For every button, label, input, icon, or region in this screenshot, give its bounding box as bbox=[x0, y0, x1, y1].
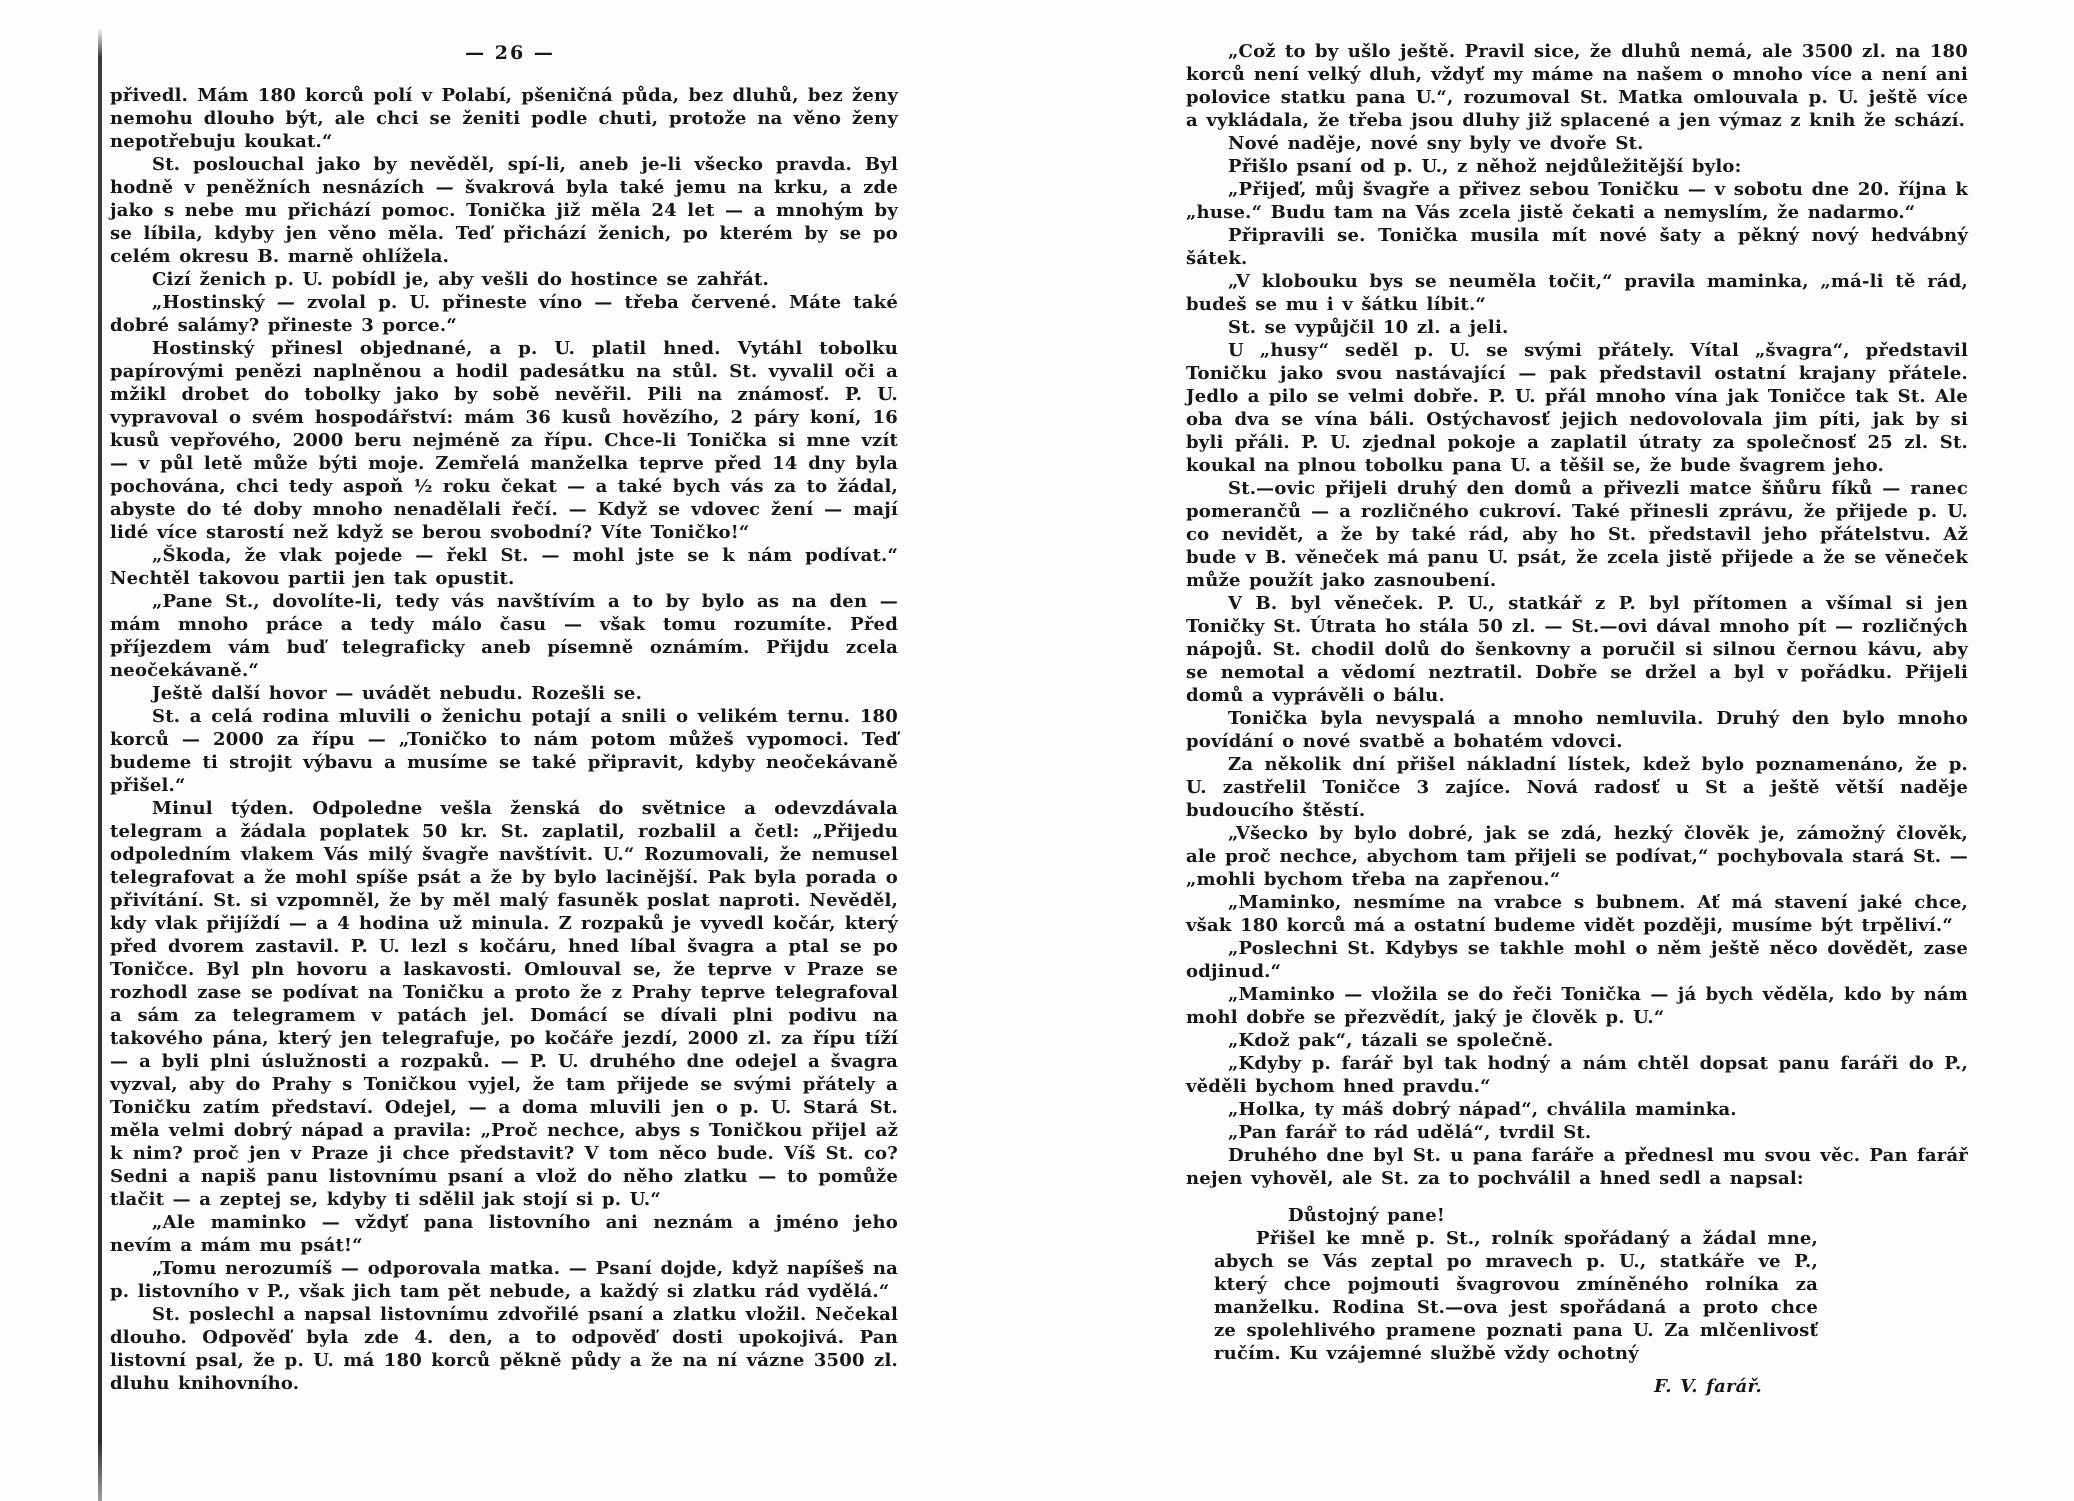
letter-body: Přišel ke mně p. St., rolník spořádaný a žádal mne, abych se Vás zeptal po mravech p. U., statkáře ve P., který chce pojmouti švagrovou zmíněného rolníka za manželku. Rodina St.—ova jest spořádaná a proto chce ze spolehlivého pramene poznati pana U. Za mlčenlivosť ručím. Ku vzájemné službě vždy ochotný bbox=[1214, 1228, 1818, 1364]
letter-block bbox=[1214, 1204, 1818, 1398]
paragraph: „Pan farář to rád udělá“, tvrdil St. bbox=[1228, 1122, 1592, 1143]
paragraph: „Ale maminko — vždyť pana listovního ani neznám a jméno jeho nevím a mám mu psát!“ bbox=[110, 1212, 898, 1256]
paragraph: „Tomu nerozumíš — odporovala matka. — Psaní dojde, když napíšeš na p. listovního v P., však jich tam pět nebude, a každý si zlatku rád vydělá.“ bbox=[110, 1258, 898, 1302]
paragraph: „Maminko, nesmíme na vrabce s bubnem. Ať má stavení jaké chce, však 180 korců má a ostatní budeme vidět později, musíme být trpěliví.“ bbox=[1186, 892, 1968, 936]
paragraph: „Všecko by bylo dobré, jak se zdá, hezký člověk je, zámožný člověk, ale proč nechce, abychom tam přijeli se podívat,“ pochybovala stará St. — „mohli bychom třeba na zapřenou.“ bbox=[1186, 823, 1968, 890]
paragraph: „Což to by ušlo ještě. Pravil sice, že dluhů nemá, ale 3500 zl. na 180 korců není velký dluh, vždyť my máme na našem o mnoho více a není ani polovice statku pana U.“, rozumoval St. Matka omlouvala p. U. ještě více a vykládala, že třeba jsou dluhy již splacené a jen výmaz z knih že schází. bbox=[1186, 41, 1968, 131]
left-page-column bbox=[110, 84, 898, 1395]
paragraph: Tonička byla nevyspalá a mnoho nemluvila. Druhý den bylo mnoho povídání o nové svatbě a bohatém vdovci. bbox=[1186, 708, 1968, 752]
right-page-column bbox=[1186, 40, 1968, 1398]
paragraph: „Pane St., dovolíte-li, tedy vás navštívím a to by bylo as na den — mám mnoho práce a tedy málo času — však tomu rozumíte. Před příjezdem vám buď telegraficky aneb písemně oznámím. Přijdu zcela neočekávaně.“ bbox=[110, 591, 898, 681]
paragraph: U „husy“ seděl p. U. se svými přátely. Vítal „švagra“, představil Toničku jako svou nastávající — pak představil ostatní krajany přátele. Jedlo a pilo se velmi dobře. P. U. přál mnoho vína jak Toničce tak St. Ale oba dva se vína báli. Ostýchavosť jejich nedovolovala jim píti, jak by si byli přáli. P. U. zjednal pokoje a zaplatil útraty za společnosť 25 zl. St. koukal na plnou tobolku pana U. a těšil se, že bude švagrem jeho. bbox=[1186, 340, 1968, 476]
paragraph: Druhého dne byl St. u pana faráře a přednesl mu svou věc. Pan farář nejen vyhověl, ale St. za to pochválil a hned sedl a napsal: bbox=[1186, 1145, 1968, 1189]
paragraph: „Holka, ty máš dobrý nápad“, chválila maminka. bbox=[1228, 1099, 1737, 1120]
paragraph: St. a celá rodina mluvili o ženichu potají a snili o velikém ternu. 180 korců — 2000 za řípu — „Toničko to nám potom můžeš vypomoci. Teď budeme ti strojit výbavu a musíme se také připravit, kdyby neočekávaně přišel.“ bbox=[110, 706, 898, 796]
paragraph: Ještě další hovor — uvádět nebudu. Rozešli se. bbox=[152, 683, 643, 704]
paragraph: Připravili se. Tonička musila mít nové šaty a pěkný nový hedvábný šátek. bbox=[1186, 225, 1968, 269]
paragraph: „Přijeď, můj švagře a přivez sebou Toničku — v sobotu dne 20. října k „huse.“ Budu tam na Vás zcela jistě čekati a nemyslím, že nadarmo.“ bbox=[1186, 179, 1968, 223]
paragraph: Cizí ženich p. U. pobídl je, aby vešli do hostince se zahřát. bbox=[152, 269, 770, 290]
paragraph: „Škoda, že vlak pojede — řekl St. — mohl jste se k nám podívat.“ Nechtěl takovou partii jen tak opustit. bbox=[110, 545, 898, 589]
paragraph: „V klobouku bys se neuměla točit,“ pravila maminka, „má-li tě rád, budeš se mu i v šátku líbit.“ bbox=[1186, 271, 1968, 315]
paragraph: Za několik dní přišel nákladní lístek, kdež bylo poznamenáno, že p. U. zastřelil Toničce 3 zajíce. Nová radosť u St a ještě větší naděje budoucího štěstí. bbox=[1186, 754, 1968, 821]
paragraph: St. poslechl a napsal listovnímu zdvořilé psaní a zlatku vložil. Nečekal dlouho. Odpověď byla zde 4. den, a to odpověď dosti upokojivá. Pan listovní psal, že p. U. má 180 korců pěkně půdy a že na ní vázne 3500 zl. dluhu knihovního. bbox=[110, 1304, 898, 1394]
paragraph: „Poslechni St. Kdybys se takhle mohl o něm ještě něco dovědět, zase odjinud.“ bbox=[1186, 938, 1968, 982]
paragraph: Hostinský přinesl objednané, a p. U. platil hned. Vytáhl tobolku papírovými penězi naplněnou a hodil padesátku na stůl. St. vyvalil oči a mžikl drobet do tobolky jako by sobě nevěřil. Pili na známosť. P. U. vypravoval o svém hospodářství: mám 36 kusů hovězího, 2 páry koní, 16 kusů vepřového, 2000 beru nejméně za řípu. Chce-li Tonička si mne vzít — v půl letě může býti moje. Zemřelá manželka teprve před 14 dny byla pochována, chci tedy aspoň ½ roku čekat — a také bych vás za to žádal, abyste do té doby mnoho nenadělali řečí. — Když se vdovec žení — mají lidé více starostí než když se berou svobodní? Víte Toničko!“ bbox=[110, 338, 898, 543]
letter-signature: F. V. farář. bbox=[1654, 1376, 1762, 1397]
paragraph: Přišlo psaní od p. U., z něhož nejdůležitější bylo: bbox=[1228, 156, 1742, 177]
paragraph: „Kdyby p. farář byl tak hodný a nám chtěl dopsat panu faráři do P., věděli bychom hned pravdu.“ bbox=[1186, 1053, 1968, 1097]
paragraph: „Kdož pak“, tázali se společně. bbox=[1228, 1030, 1554, 1051]
paragraph: St. poslouchal jako by nevěděl, spí-li, aneb je-li všecko pravda. Byl hodně v peněžních nesnázích — švakrová byla také jemu na krku, a zde jako s nebe mu přichází pomoc. Tonička již měla 24 let — a mnohým by se líbila, kdyby jen věno měla. Teď přichází ženich, po kterém by se po celém okresu B. marně ohlížela. bbox=[110, 154, 898, 267]
paragraph: St.—ovic přijeli druhý den domů a přivezli matce šňůru fíků — ranec pomerančů — a rozličného cukroví. Také přinesli zprávu, že přijede p. U. co nevidět, a že by také rád, aby ho St. představil jeho přátelstvu. Až bude v B. věneček má panu U. psát, že zcela jistě přijede a že se věneček může použít jako zasnoubení. bbox=[1186, 478, 1968, 591]
page-crease-line bbox=[98, 28, 102, 1501]
letter-salutation: Důstojný pane! bbox=[1288, 1205, 1445, 1226]
paragraph: St. se vypůjčil 10 zl. a jeli. bbox=[1228, 317, 1509, 338]
right-page-text bbox=[1186, 40, 1968, 1190]
paragraph: přivedl. Mám 180 korců polí v Polabí, pšeničná půda, bez dluhů, bez ženy nemohu dlouho být, ale chci se ženiti podle chuti, protože na věno ženy nepotřebuju koukat.“ bbox=[110, 85, 898, 152]
paragraph: Minul týden. Odpoledne vešla ženská do světnice a odevzdávala telegram a žádala poplatek 50 kr. St. zaplatil, rozbalil a četl: „Přijedu odpoledním vlakem Vás milý švagře navštívit. U.“ Rozumovali, že nemusel telegrafovat a že mohl spíše psát a že by bylo lacinější. Pak byla porada o přivítání. St. si vzpomněl, že by měl malý fasuněk poslat naproti. Nevěděl, kdy vlak přijíždí — a 4 hodina už minula. Z rozpaků je vyvedl kočár, který před dvorem zastavil. P. U. lezl s kočáru, hned líbal švagra a ptal se po Toničce. Byl pln hovoru a laskavosti. Omlouval se, že teprve v Praze se rozhodl zase se podívat na Toničku a proto že z Prahy teprve telegrafoval a sám za telegramem v patách jel. Domácí se dívali plni podivu na takového pána, který jen telegrafuje, po kočáře jezdí, 2000 zl. za řípu tíží — a byli plni úslužnosti a rozpaků. — P. U. druhého dne odejel a švagra vyzval, aby do Prahy s Toničkou vyjel, že tam přijede se svými přátely a Toničku zatím představí. Odejel, — a doma mluvili jen o p. U. Stará St. měla velmi dobrý nápad a pravila: „Proč nechce, abys s Toničkou přijel až k nim? proč jen v Praze ji chce představit? V tom něco bude. Víš St. co? Sedni a napiš panu listovnímu psaní a vlož do něho zlatku — to pomůže tlačit — a zeptej se, kdyby ti sdělil jak stojí si p. U.“ bbox=[110, 798, 898, 1210]
page-number: — 26 — bbox=[465, 42, 555, 64]
paragraph: Nové naděje, nové sny byly ve dvoře St. bbox=[1228, 133, 1644, 154]
paragraph: „Hostinský — zvolal p. U. přineste víno — třeba červené. Máte také dobré salámy? přineste 3 porce.“ bbox=[110, 292, 898, 336]
paragraph: „Maminko — vložila se do řeči Tonička — já bych věděla, kdo by nám mohl dobře se přezvědít, jaký je člověk p. U.“ bbox=[1186, 984, 1968, 1028]
paragraph: V B. byl věneček. P. U., statkář z P. byl přítomen a všímal si jen Toničky St. Útrata ho stála 50 zl. — St.—ovi dával mnoho pít — rozličných nápojů. St. chodil dolů do šenkovny a poručil si silnou černou kávu, aby se nemotal a vědomí neztratil. Dobře se držel a byl v pořádku. Přijeli domů a vyprávěli o bálu. bbox=[1186, 593, 1968, 706]
